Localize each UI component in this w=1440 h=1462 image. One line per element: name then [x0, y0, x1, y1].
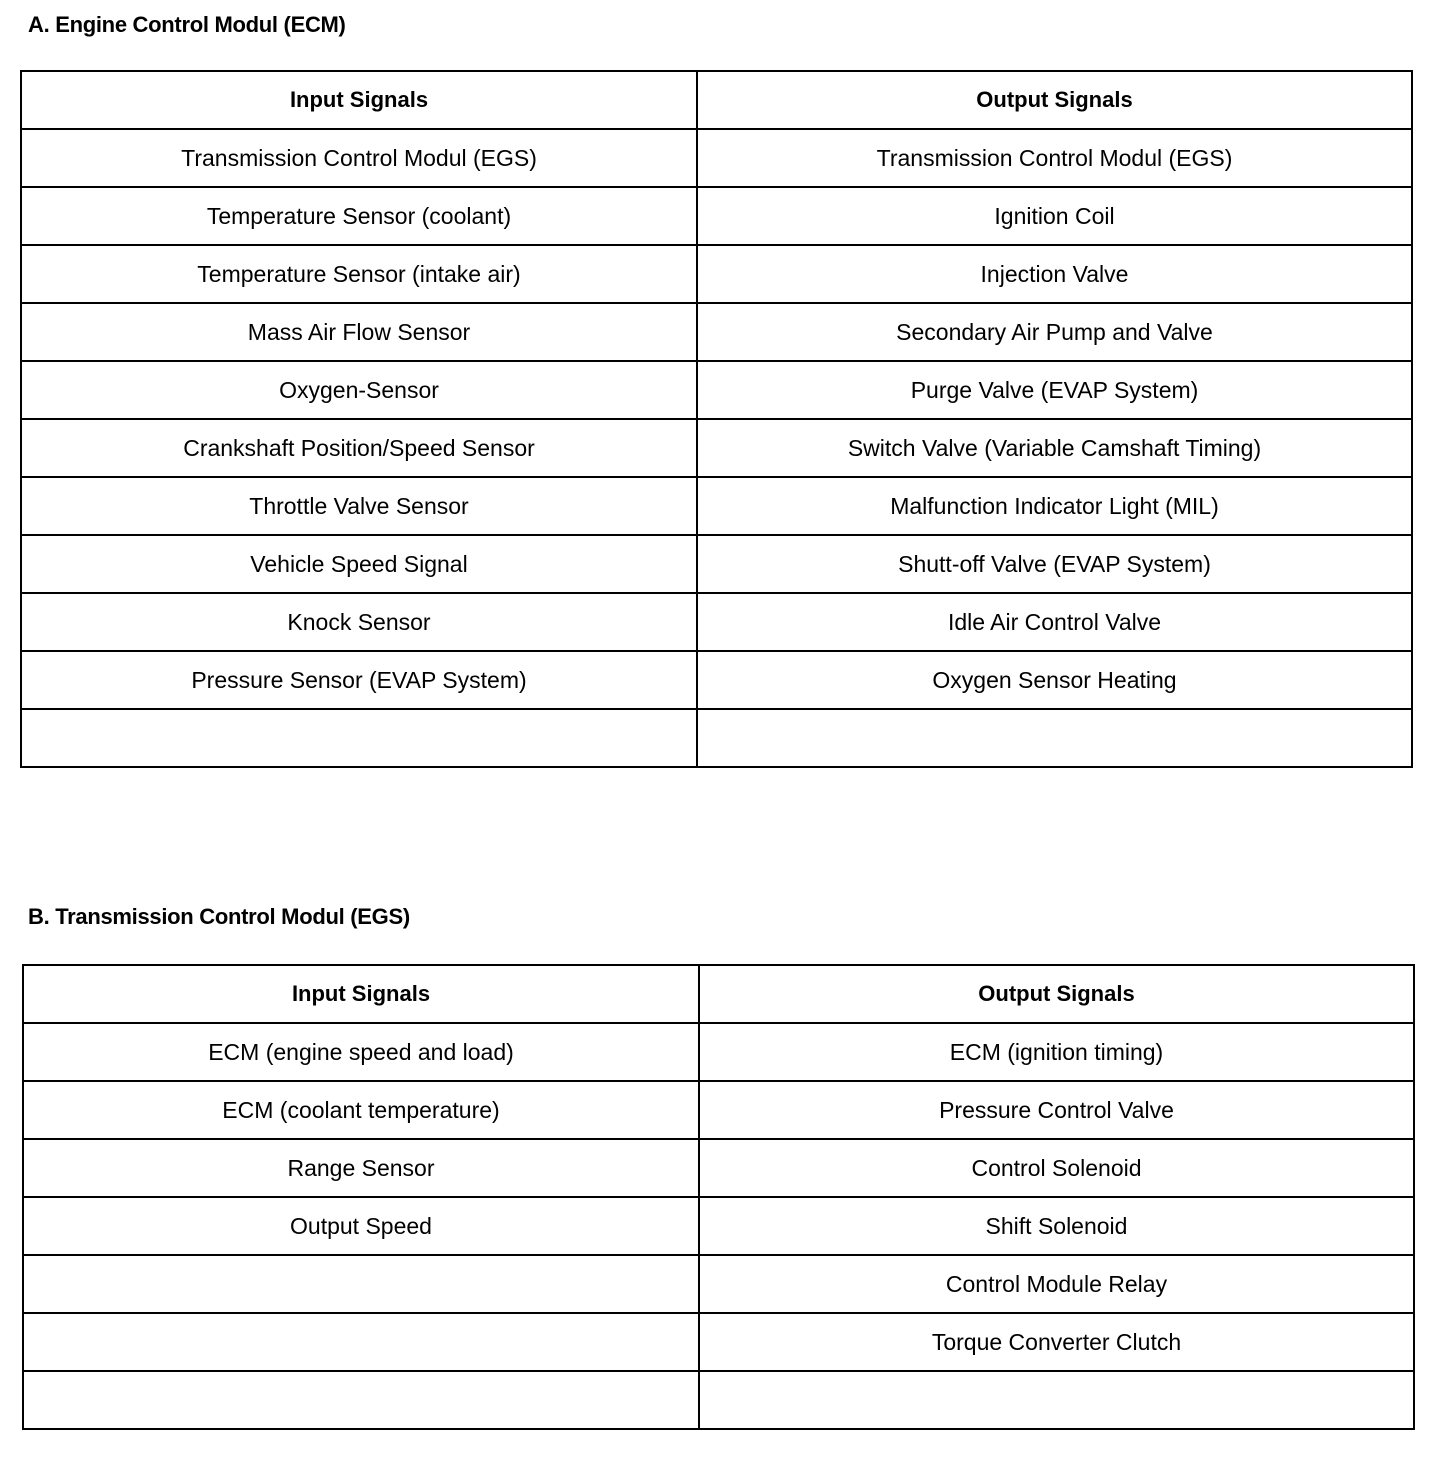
input-signal-cell: ECM (engine speed and load) [23, 1023, 699, 1081]
table-row [21, 419, 1412, 477]
table-row [23, 1081, 1414, 1139]
input-signal-cell: Oxygen-Sensor [21, 361, 697, 419]
output-signal-cell: Purge Valve (EVAP System) [697, 361, 1412, 419]
output-signal-cell [699, 1371, 1414, 1429]
table-row [21, 651, 1412, 709]
input-signal-cell [23, 1371, 699, 1429]
input-signal-cell: Range Sensor [23, 1139, 699, 1197]
table-row [21, 477, 1412, 535]
input-signal-cell: Knock Sensor [21, 593, 697, 651]
output-signal-cell: Control Solenoid [699, 1139, 1414, 1197]
input-signal-cell: Temperature Sensor (intake air) [21, 245, 697, 303]
input-signal-cell: Pressure Sensor (EVAP System) [21, 651, 697, 709]
table-row [21, 535, 1412, 593]
table-row [21, 361, 1412, 419]
table-row [21, 593, 1412, 651]
output-signal-cell: Pressure Control Valve [699, 1081, 1414, 1139]
output-signal-cell: ECM (ignition timing) [699, 1023, 1414, 1081]
input-signal-cell: Output Speed [23, 1197, 699, 1255]
input-signal-cell: ECM (coolant temperature) [23, 1081, 699, 1139]
output-signal-cell: Injection Valve [697, 245, 1412, 303]
egs-signals-table [22, 964, 1415, 1430]
table-row [23, 1371, 1414, 1429]
output-signals-header: Output Signals [699, 965, 1414, 1023]
input-signal-cell: Transmission Control Modul (EGS) [21, 129, 697, 187]
table-row [21, 129, 1412, 187]
table-header-row [23, 965, 1414, 1023]
table-row [21, 187, 1412, 245]
output-signal-cell [697, 709, 1412, 767]
table-row [21, 245, 1412, 303]
output-signal-cell: Control Module Relay [699, 1255, 1414, 1313]
table-header-row [21, 71, 1412, 129]
input-signals-header: Input Signals [21, 71, 697, 129]
input-signal-cell: Crankshaft Position/Speed Sensor [21, 419, 697, 477]
input-signals-header: Input Signals [23, 965, 699, 1023]
section-b-title: B. Transmission Control Modul (EGS) [28, 904, 410, 929]
table-row [21, 709, 1412, 767]
table-row [23, 1313, 1414, 1371]
input-signal-cell: Mass Air Flow Sensor [21, 303, 697, 361]
input-signal-cell: Throttle Valve Sensor [21, 477, 697, 535]
output-signal-cell: Torque Converter Clutch [699, 1313, 1414, 1371]
input-signal-cell: Vehicle Speed Signal [21, 535, 697, 593]
table-row [23, 1197, 1414, 1255]
ecm-signals-table [20, 70, 1413, 768]
input-signal-cell [23, 1255, 699, 1313]
input-signal-cell [23, 1313, 699, 1371]
input-signal-cell [21, 709, 697, 767]
output-signal-cell: Oxygen Sensor Heating [697, 651, 1412, 709]
output-signal-cell: Idle Air Control Valve [697, 593, 1412, 651]
input-signal-cell: Temperature Sensor (coolant) [21, 187, 697, 245]
table-row [23, 1023, 1414, 1081]
output-signal-cell: Shutt-off Valve (EVAP System) [697, 535, 1412, 593]
output-signal-cell: Switch Valve (Variable Camshaft Timing) [697, 419, 1412, 477]
output-signals-header: Output Signals [697, 71, 1412, 129]
output-signal-cell: Shift Solenoid [699, 1197, 1414, 1255]
table-row [21, 303, 1412, 361]
table-row [23, 1255, 1414, 1313]
table-row [23, 1139, 1414, 1197]
output-signal-cell: Malfunction Indicator Light (MIL) [697, 477, 1412, 535]
output-signal-cell: Secondary Air Pump and Valve [697, 303, 1412, 361]
output-signal-cell: Ignition Coil [697, 187, 1412, 245]
output-signal-cell: Transmission Control Modul (EGS) [697, 129, 1412, 187]
section-a-title: A. Engine Control Modul (ECM) [28, 12, 346, 37]
